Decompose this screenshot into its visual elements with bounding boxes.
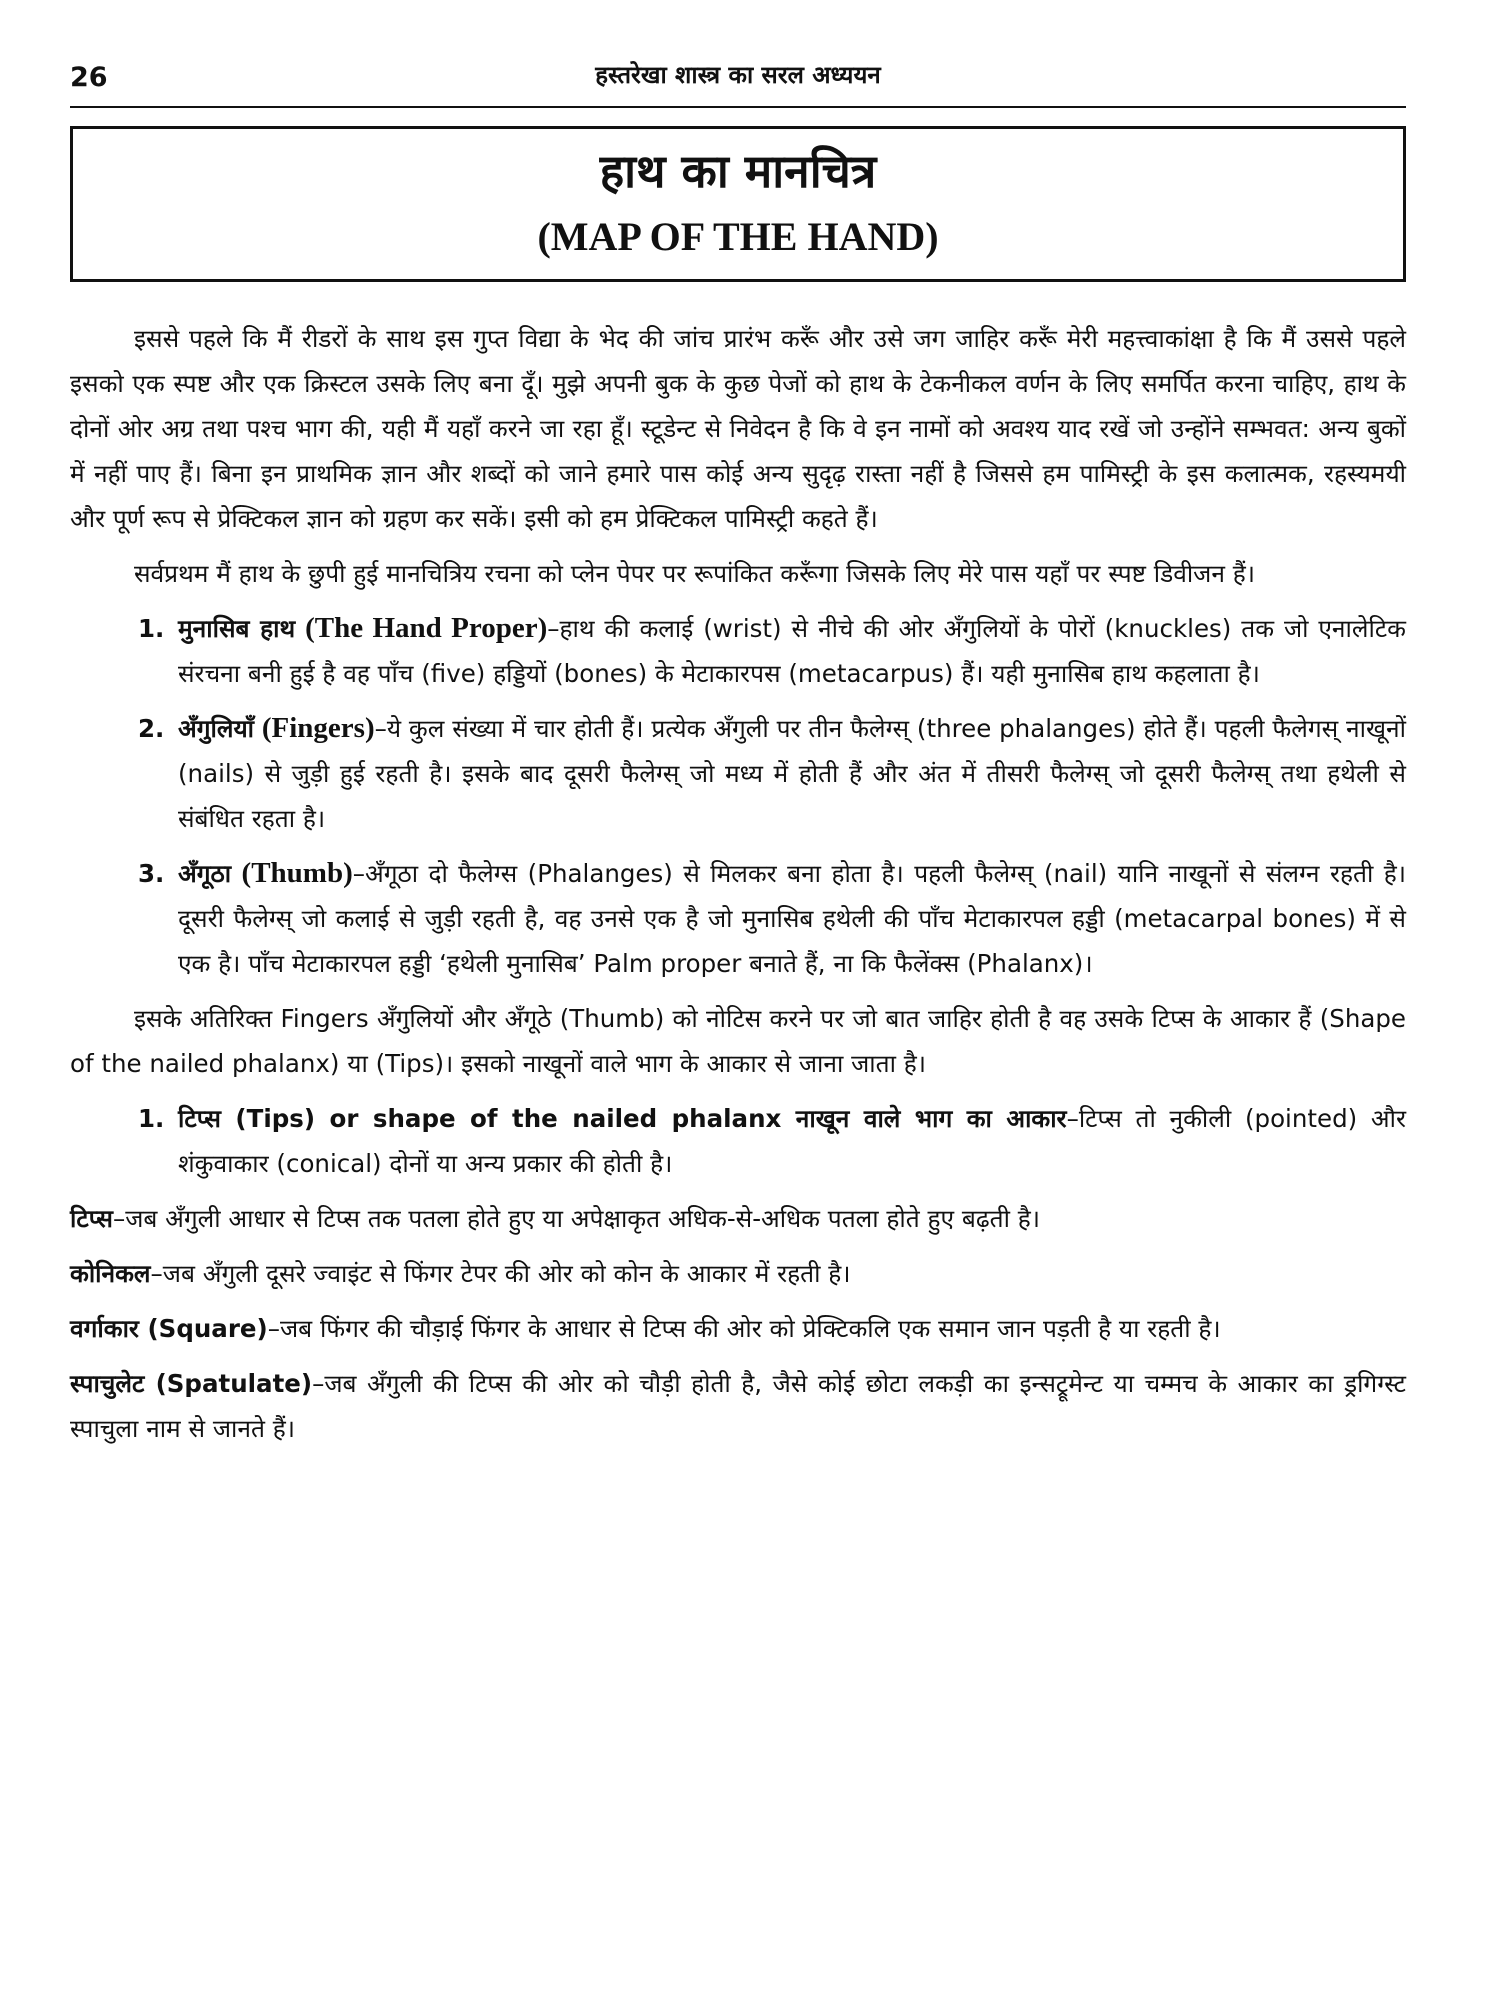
item-text: –अँगूठा दो फैलेग्स (Phalanges) से मिलकर बना होता है। पहली फैलेग्स् (nail) यानि नाखूनों से संलग्न रहती है। दूसरी फैलेग्स् जो कलाई से जुड़ी रहती है, वह उनसे एक है जो मुनासिब हथेली की पाँच मेटाकारपल हड्डी (metacarpal bones) में से एक है। पाँच मेटाकारपल हड्डी ‘हथेली मुनासिब’ Palm proper बनाते हैं, ना कि फैलेंक्स (Phalanx)। <box>178 859 1407 978</box>
definition-tips <box>70 1196 1406 1241</box>
item-number: 2. <box>138 714 165 743</box>
definition-text: –जब अँगुली की टिप्स की ओर को चौड़ी होती है, जैसे कोई छोटा लकड़ी का इन्सट्रूमेन्ट या चम्मच के आकार का ड्रगिग्स्ट स्पाचुला नाम से जानते हैं। <box>70 1369 1406 1443</box>
definition-term: टिप्स <box>70 1204 113 1233</box>
page-number: 26 <box>70 62 108 93</box>
chapter-title-english: (MAP OF THE HAND) <box>537 214 939 259</box>
item-term-hindi: अँगुलियाँ <box>178 714 255 743</box>
definition-text: –जब अँगुली दूसरे ज्वाइंट से फिंगर टेपर की ओर को कोन के आकार में रहती है। <box>150 1259 851 1288</box>
chapter-title-box <box>70 126 1406 282</box>
item-number: 3. <box>138 859 165 888</box>
list-item <box>138 606 1406 696</box>
middle-paragraph: इसके अतिरिक्त Fingers अँगुलियों और अँगूठे (Thumb) को नोटिस करने पर जो बात जाहिर होती है वह उसके टिप्स के आकार हैं (Shape of the nailed phalanx) या (Tips)। इसको नाखूनों वाले भाग के आकार से जाना जाता है। <box>70 1004 1406 1078</box>
definition-square <box>70 1306 1406 1351</box>
tips-heading: टिप्स (Tips) or shape of the nailed phalanx नाखून वाले भाग का आकार <box>178 1104 1067 1133</box>
item-term-english: (Thumb) <box>241 857 353 889</box>
intro-paragraph-1: इससे पहले कि मैं रीडरों के साथ इस गुप्त विद्या के भेद की जांच प्रारंभ करूँ और उसे जग जाहिर करूँ मेरी महत्त्वाकांक्षा है कि मैं उससे पहले इसको एक स्पष्ट और एक क्रिस्टल उसके लिए बना दूँ। मुझे अपनी बुक के कुछ पेजों को हाथ के टेकनीकल वर्णन के लिए समर्पित करना चाहिए, हाथ के दोनों ओर अग्र तथा पश्च भाग की, यही मैं यहाँ करने जा रहा हूँ। स्टूडेन्ट से निवेदन है कि वे इन नामों को अवश्य याद रखें जो उन्होंने सम्भवत: अन्य बुकों में नहीं पाए हैं। बिना इन प्राथमिक ज्ञान और शब्दों को जाने हमारे पास कोई अन्य सुदृढ़ रास्ता नहीं है जिससे हम पामिस्ट्री के इस कलात्मक, रहस्यमयी और पूर्ण रूप से प्रेक्टिकल ज्ञान को ग्रहण कर सकें। इसी को हम प्रेक्टिकल पामिस्ट्री कहते हैं। <box>70 324 1406 533</box>
item-number: 1. <box>138 614 165 643</box>
list-item <box>138 851 1406 986</box>
definition-term: स्पाचुलेट (Spatulate) <box>70 1369 313 1398</box>
running-head <box>70 52 1406 92</box>
tips-list-item <box>138 1096 1406 1186</box>
item-number: 1. <box>138 1104 165 1133</box>
item-term-hindi: अँगूठा <box>178 859 232 888</box>
item-term-hindi: मुनासिब हाथ <box>178 614 296 643</box>
list-item <box>138 706 1406 841</box>
definition-text: –जब फिंगर की चौड़ाई फिंगर के आधार से टिप्स की ओर को प्रेक्टिकलि एक समान जान पड़ती है या रहती है। <box>267 1314 1221 1343</box>
chapter-title-hindi: हाथ का मानचित्र <box>599 144 877 198</box>
item-term-english: (The Hand Proper) <box>305 612 548 644</box>
definition-term: कोनिकल <box>70 1259 151 1288</box>
running-title: हस्तरेखा शास्त्र का सरल अध्ययन <box>595 61 881 89</box>
item-text: –हाथ की कलाई (wrist) से नीचे की ओर अँगुलियों के पोरों (knuckles) तक जो एनालेटिक संरचना बनी हुई है वह पाँच (five) हड्डियों (bones) के मेटाकारपस (metacarpus) हैं। यही मुनासिब हाथ कहलाता है। <box>178 614 1406 688</box>
definition-term: वर्गाकार (Square) <box>70 1314 268 1343</box>
item-term-english: (Fingers) <box>261 712 375 744</box>
definition-text: –जब अँगुली आधार से टिप्स तक पतला होते हुए या अपेक्षाकृत अधिक-से-अधिक पतला होते हुए बढ़ती है। <box>112 1204 1041 1233</box>
intro-paragraph-2: सर्वप्रथम मैं हाथ के छुपी हुई मानचित्रिय रचना को प्लेन पेपर पर रूपांकित करूँगा जिसके लिए मेरे पास यहाँ पर स्पष्ट डिवीजन हैं। <box>134 559 1256 588</box>
item-text: –ये कुल संख्या में चार होती हैं। प्रत्येक अँगुली पर तीन फैलेग्स् (three phalanges) होते हैं। पहली फैलेगस् नाखूनों (nails) से जुड़ी हुई रहती है। इसके बाद दूसरी फैलेग्स् जो मध्य में होती हैं और अंत में तीसरी फैलेग्स् जो दूसरी फैलेग्स् तथा हथेली से संबंधित रहता है। <box>178 714 1406 833</box>
tips-text: –टिप्स तो नुकीली (pointed) और शंकुवाकार (conical) दोनों या अन्य प्रकार की होती है। <box>178 1104 1406 1178</box>
definition-conical <box>70 1251 1406 1296</box>
header-rule <box>70 106 1406 108</box>
page-body <box>70 316 1406 1451</box>
definition-spatulate <box>70 1361 1406 1451</box>
